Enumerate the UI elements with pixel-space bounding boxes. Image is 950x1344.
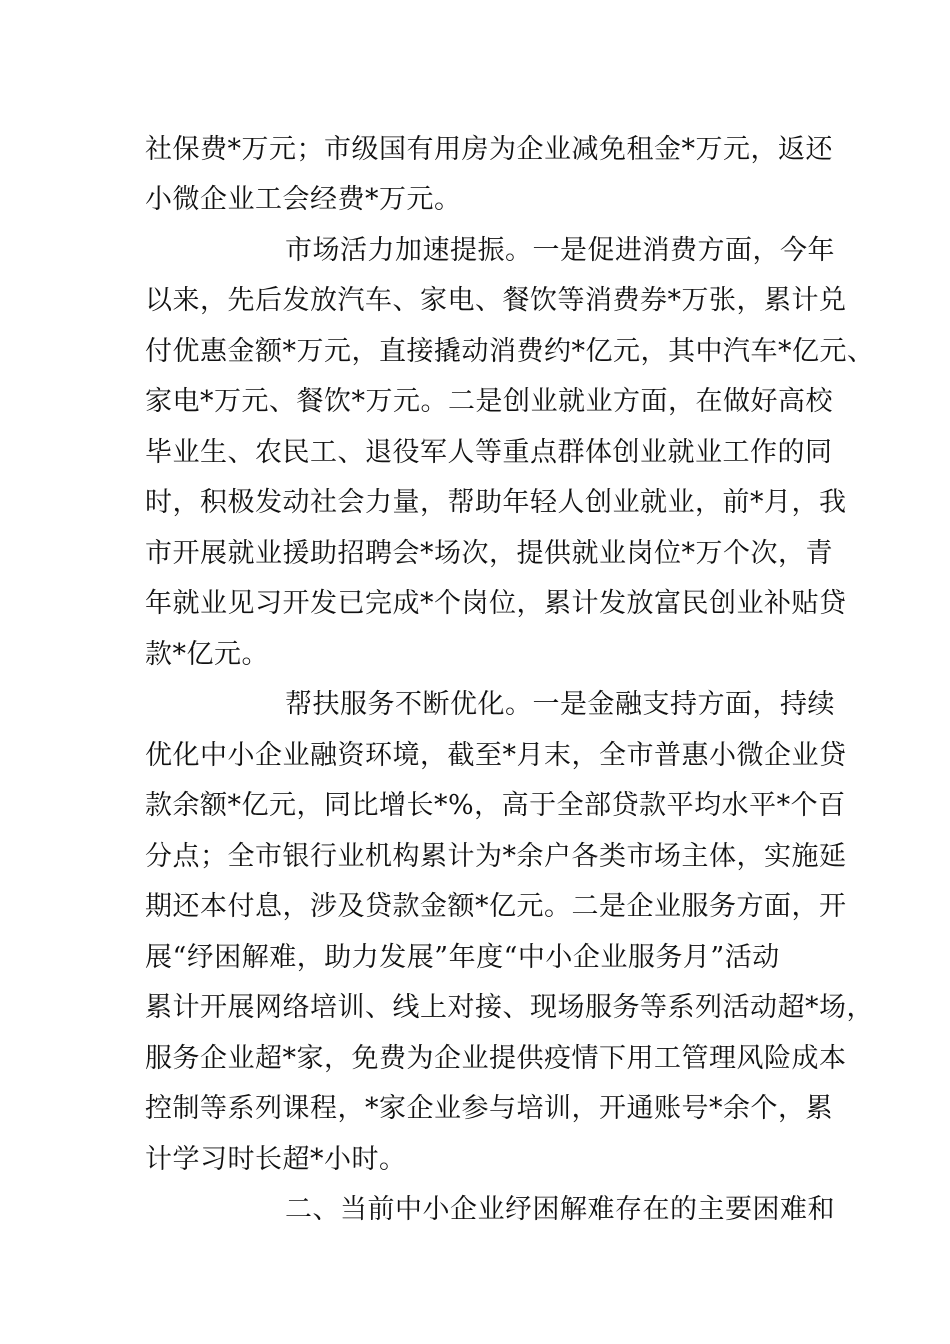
text-line: 服务企业超*家，免费为企业提供疫情下用工管理风险成本 [145, 1043, 847, 1074]
text-line: 付优惠金额*万元，直接撬动消费约*亿元，其中汽车*亿元、 [145, 336, 875, 367]
text-line: 帮扶服务不断优化。一是金融支持方面，持续 [285, 689, 835, 720]
text-line: 毕业生、农民工、退役军人等重点群体创业就业工作的同 [145, 437, 833, 468]
text-line: 分点；全市银行业机构累计为*余户各类市场主体，实施延 [145, 841, 847, 872]
text-line: 期还本付息，涉及贷款金额*亿元。二是企业服务方面，开 [145, 891, 847, 922]
text-line: 累计开展网络培训、线上对接、现场服务等系列活动超*场， [145, 992, 874, 1023]
text-line: 控制等系列课程，*家企业参与培训，开通账号*余个，累 [145, 1093, 833, 1124]
text-line: 家电*万元、餐饮*万元。二是创业就业方面，在做好高校 [145, 386, 833, 417]
text-line: 年就业见习开发已完成*个岗位，累计发放富民创业补贴贷 [145, 588, 847, 619]
text-line: 款余额*亿元，同比增长*%，高于全部贷款平均水平*个百 [145, 790, 846, 821]
text-line: 社保费*万元；市级国有用房为企业减免租金*万元，返还 [145, 134, 833, 165]
text-line: 以来，先后发放汽车、家电、餐饮等消费券*万张，累计兑 [145, 285, 847, 316]
text-line: 优化中小企业融资环境，截至*月末，全市普惠小微企业贷 [145, 740, 847, 771]
text-line: 时，积极发动社会力量，帮助年轻人创业就业，前*月，我 [145, 487, 847, 518]
text-line: 市场活力加速提振。一是促进消费方面，今年 [285, 235, 835, 266]
text-line: 展“纾困解难，助力发展”年度“中小企业服务月”活动 [145, 942, 780, 973]
text-line: 小微企业工会经费*万元。 [145, 184, 462, 215]
section-heading: 二、当前中小企业纾困解难存在的主要困难和 [285, 1194, 835, 1225]
text-line: 款*亿元。 [145, 639, 269, 670]
text-line: 市开展就业援助招聘会*场次，提供就业岗位*万个次，青 [145, 538, 833, 569]
text-line: 计学习时长超*小时。 [145, 1144, 407, 1175]
